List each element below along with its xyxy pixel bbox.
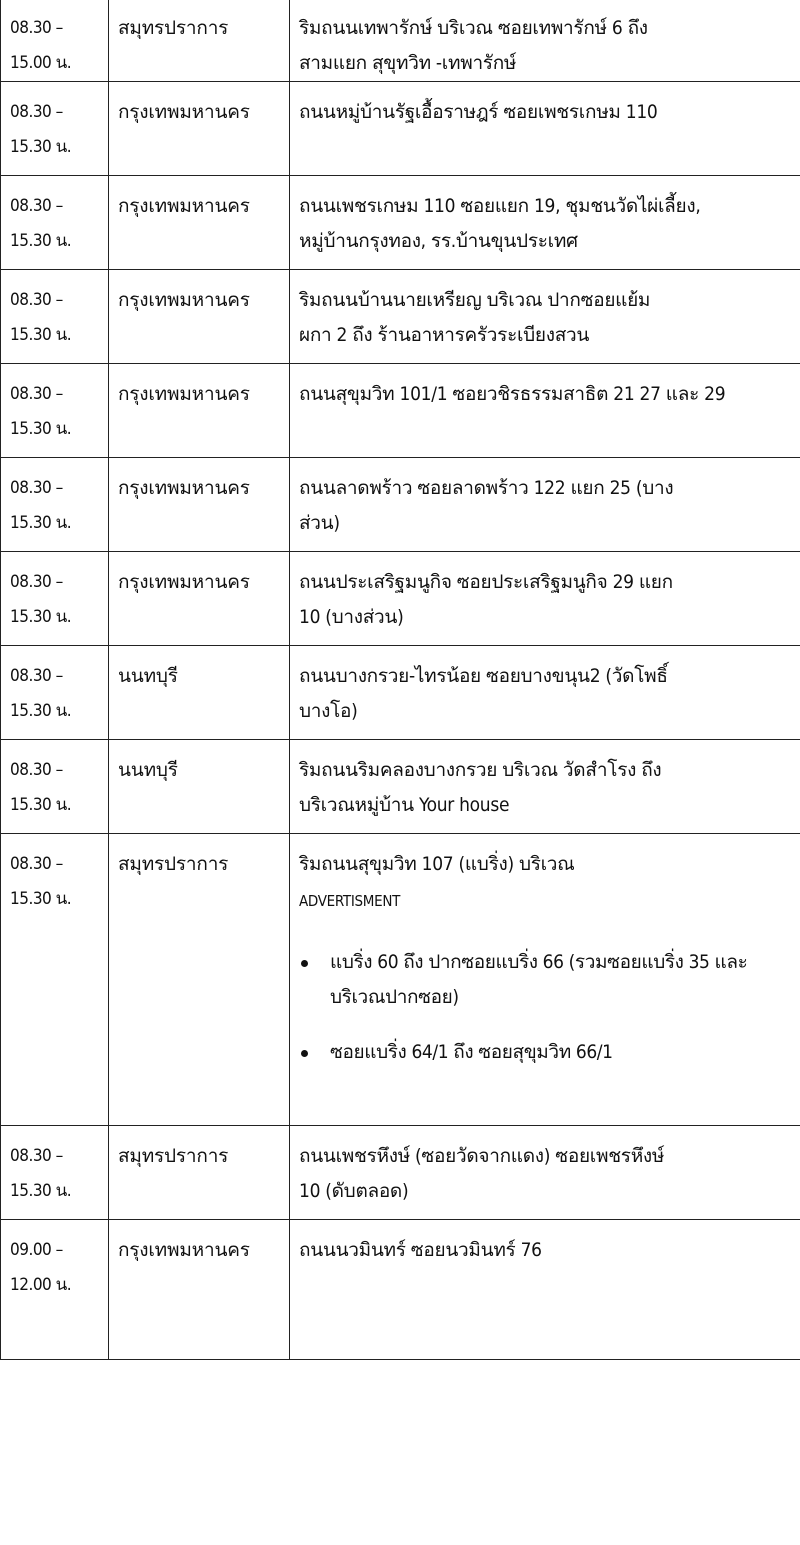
province: นนทบุรี — [118, 665, 178, 687]
province: กรุงเทพมหานคร — [118, 289, 250, 311]
province-cell — [109, 1220, 290, 1360]
table-row — [1, 0, 800, 82]
bullet-text: ซอยแบริ่ง 64/1 ถึง ซอยสุขุมวิท 66/1 — [330, 1041, 613, 1063]
area-cell — [290, 646, 800, 740]
time-start: 08.30 – — [10, 478, 63, 498]
area-cell — [290, 82, 800, 176]
time-end: 15.30 น. — [10, 419, 72, 439]
time-end: 15.30 น. — [10, 889, 72, 909]
time-cell — [1, 1126, 109, 1220]
time-start: 08.30 – — [10, 290, 63, 310]
area-line: 10 (ดับตลอด) — [299, 1180, 409, 1202]
province: กรุงเทพมหานคร — [118, 101, 250, 123]
time-cell — [1, 176, 109, 270]
province-cell — [109, 82, 290, 176]
province: กรุงเทพมหานคร — [118, 571, 250, 593]
time-start: 08.30 – — [10, 572, 63, 592]
table-row — [1, 740, 800, 834]
area-cell — [290, 0, 800, 82]
area-cell — [290, 270, 800, 364]
time-end: 15.30 น. — [10, 701, 72, 721]
area-line: ถนนลาดพร้าว ซอยลาดพร้าว 122 แยก 25 (บาง — [299, 477, 674, 499]
time-start: 08.30 – — [10, 196, 63, 216]
time-end: 15.30 น. — [10, 513, 72, 533]
province: กรุงเทพมหานคร — [118, 477, 250, 499]
area-line: บริเวณหมู่บ้าน Your house — [299, 794, 510, 816]
table-row — [1, 1126, 800, 1220]
time-cell — [1, 740, 109, 834]
province-cell — [109, 364, 290, 458]
area-cell — [290, 176, 800, 270]
province-cell — [109, 740, 290, 834]
time-cell — [1, 1220, 109, 1360]
province: นนทบุรี — [118, 759, 178, 781]
area-cell — [290, 1220, 800, 1360]
time-cell — [1, 0, 109, 82]
time-end: 15.30 น. — [10, 607, 72, 627]
area-line: ถนนสุขุมวิท 101/1 ซอยวชิรธรรมสาธิต 21 27 และ 29 — [299, 383, 726, 405]
area-line: ถนนเพชรเกษม 110 ซอยแยก 19, ชุมชนวัดไผ่เลี้ยง, — [299, 195, 701, 217]
bullet-icon — [301, 960, 308, 967]
table-row — [1, 458, 800, 552]
time-start: 08.30 – — [10, 854, 63, 874]
time-start: 08.30 – — [10, 102, 63, 122]
area-line: บางโอ) — [299, 700, 358, 722]
time-end: 15.30 น. — [10, 325, 72, 345]
area-line: ถนนเพชรหึงษ์ (ซอยวัดจากแดง) ซอยเพชรหึงษ์ — [299, 1145, 665, 1167]
province: สมุทรปราการ — [118, 1145, 229, 1167]
table-row — [1, 552, 800, 646]
time-end: 12.00 น. — [10, 1275, 72, 1295]
province-cell — [109, 458, 290, 552]
table-row — [1, 364, 800, 458]
province: กรุงเทพมหานคร — [118, 195, 250, 217]
table-body — [1, 0, 800, 1360]
province: สมุทรปราการ — [118, 853, 229, 875]
area-line: ถนนหมู่บ้านรัฐเอื้อราษฎร์ ซอยเพชรเกษม 110 — [299, 101, 658, 123]
area-line: ส่วน) — [299, 512, 340, 534]
time-cell — [1, 364, 109, 458]
time-cell — [1, 458, 109, 552]
table-row — [1, 646, 800, 740]
time-cell — [1, 834, 109, 1126]
area-line: ถนนนวมินทร์ ซอยนวมินทร์ 76 — [299, 1239, 542, 1261]
area-line: ริมถนนเทพารักษ์ บริเวณ ซอยเทพารักษ์ 6 ถึง — [299, 17, 648, 39]
list-item — [299, 945, 791, 1015]
time-end: 15.00 น. — [10, 53, 72, 73]
area-line: ริมถนนบ้านนายเหรียญ บริเวณ ปากซอยแย้ม — [299, 289, 651, 311]
province-cell — [109, 834, 290, 1126]
area-cell — [290, 740, 800, 834]
table-row — [1, 1220, 800, 1360]
time-end: 15.30 น. — [10, 1181, 72, 1201]
list-item — [299, 1035, 791, 1070]
province-cell — [109, 176, 290, 270]
province-cell — [109, 552, 290, 646]
time-cell — [1, 82, 109, 176]
area-line: หมู่บ้านกรุงทอง, รร.บ้านขุนประเทศ — [299, 230, 578, 252]
area-line: สามแยก สุขุทวิท -เทพารักษ์ — [299, 52, 517, 74]
province: กรุงเทพมหานคร — [118, 383, 250, 405]
bullet-text: แบริ่ง 60 ถึง ปากซอยแบริ่ง 66 (รวมซอยแบริ่ง 35 และบริเวณปากซอย) — [330, 951, 748, 1008]
area-line: 10 (บางส่วน) — [299, 606, 404, 628]
time-start: 08.30 – — [10, 666, 63, 686]
time-start: 08.30 – — [10, 1146, 63, 1166]
province: สมุทรปราการ — [118, 17, 229, 39]
table-row — [1, 270, 800, 364]
area-bullet-list — [299, 945, 791, 1070]
time-end: 15.30 น. — [10, 795, 72, 815]
province-cell — [109, 1126, 290, 1220]
time-start: 08.30 – — [10, 384, 63, 404]
time-start: 08.30 – — [10, 760, 63, 780]
area-line: ริมถนนริมคลองบางกรวย บริเวณ วัดสำโรง ถึง — [299, 759, 662, 781]
time-cell — [1, 552, 109, 646]
table-row — [1, 834, 800, 1126]
province-cell — [109, 646, 290, 740]
area-cell — [290, 552, 800, 646]
bullet-icon — [301, 1050, 308, 1057]
time-end: 15.30 น. — [10, 231, 72, 251]
area-cell — [290, 1126, 800, 1220]
time-cell — [1, 646, 109, 740]
table-row — [1, 82, 800, 176]
area-line: ถนนบางกรวย-ไทรน้อย ซอยบางขนุน2 (วัดโพธิ์ — [299, 665, 668, 687]
area-line: ถนนประเสริฐมนูกิจ ซอยประเสริฐมนูกิจ 29 แยก — [299, 571, 673, 593]
area-line: ริมถนนสุขุมวิท 107 (แบริ่ง) บริเวณ — [299, 853, 575, 875]
area-cell — [290, 364, 800, 458]
time-cell — [1, 270, 109, 364]
table-row — [1, 176, 800, 270]
province: กรุงเทพมหานคร — [118, 1239, 250, 1261]
province-cell — [109, 0, 290, 82]
province-cell — [109, 270, 290, 364]
time-start: 09.00 – — [10, 1240, 63, 1260]
advertisement-label: ADVERTISMENT — [299, 892, 401, 910]
area-line: ผกา 2 ถึง ร้านอาหารครัวระเบียงสวน — [299, 324, 590, 346]
time-end: 15.30 น. — [10, 137, 72, 157]
area-cell — [290, 834, 800, 1126]
time-start: 08.30 – — [10, 18, 63, 38]
area-cell — [290, 458, 800, 552]
